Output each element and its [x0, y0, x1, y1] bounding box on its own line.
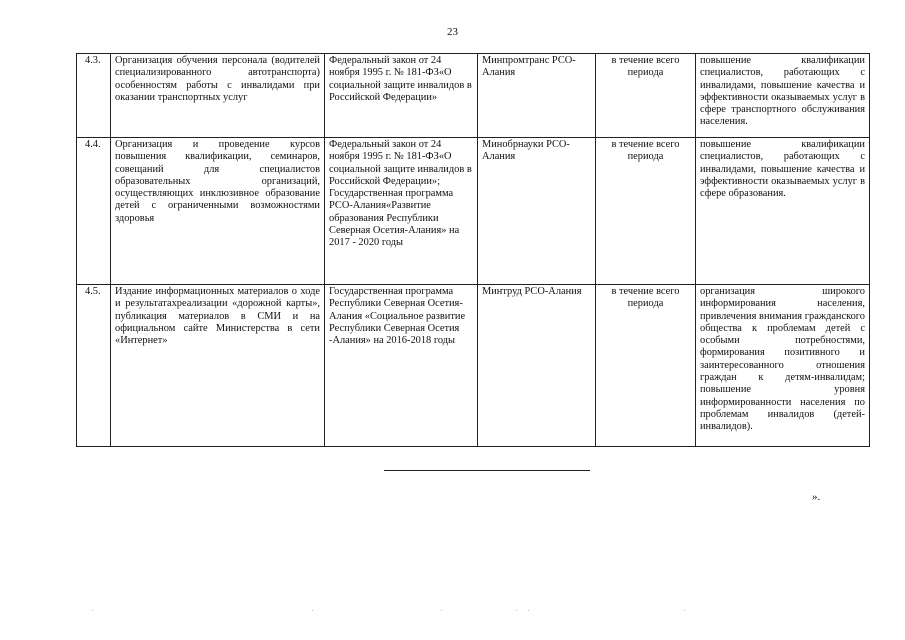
table-row	[77, 138, 870, 285]
legal-basis: Федеральный закон от 24 ноября 1995 г. № 181-ФЗ«О социальной защите инвалидов в Российской Федерации»	[325, 54, 478, 138]
term: в течение всего периода	[596, 54, 696, 138]
measures-table	[76, 53, 870, 447]
term: в течение всего периода	[596, 138, 696, 285]
responsible-ministry: Минтруд РСО-Алания	[478, 285, 596, 447]
scan-specks	[0, 610, 905, 614]
separator-line	[384, 470, 590, 471]
measure-description: Издание информационных материалов о ходе и результатахреализации «дорожной карты», публикация материалов в СМИ и на официальном сайте Министерства в сети «Интернет»	[111, 285, 325, 447]
closing-quote-mark: ».	[812, 491, 821, 503]
expected-result: организация широкого информирования населения, привлечения внимания гражданского общества к проблемам детей с особыми потребностями, формирования позитивного и заинтересованного отношения граждан к детям-инвалидам; повышение уровня информированности населения по проблемам инвалидов (детей-инвалидов).	[696, 285, 870, 447]
responsible-ministry: Минобрнауки РСО-Алания	[478, 138, 596, 285]
table-row	[77, 54, 870, 138]
responsible-ministry: Минпромтранс РСО-Алания	[478, 54, 596, 138]
page-number: 23	[447, 26, 458, 38]
expected-result: повышение квалификации специалистов, работающих с инвалидами, повышение качества и эффективности оказываемых услуг в сфере образования.	[696, 138, 870, 285]
expected-result: повышение квалификации специалистов, работающих с инвалидами, повышение качества и эффективности оказываемых услуг в сфере транспортного обслуживания населения.	[696, 54, 870, 138]
measure-description: Организация обучения персонала (водителей специализированного автотранспорта) особенностям работы с инвалидами при оказании транспортных услуг	[111, 54, 325, 138]
table-row	[77, 285, 870, 447]
row-number: 4.3.	[77, 54, 111, 138]
row-number: 4.4.	[77, 138, 111, 285]
measure-description: Организация и проведение курсов повышения квалификации, семинаров, совещаний для специалистов образовательных организаций, осуществляющих инклюзивное образование детей с ограниченными возможностями здоровья	[111, 138, 325, 285]
legal-basis: Федеральный закон от 24 ноября 1995 г. № 181-ФЗ«О социальной защите инвалидов в Российской Федерации»; Государственная программа РСО-Алания«Развитие образования Республики Северная Осетия-Алания» на 2017 - 2020 годы	[325, 138, 478, 285]
row-number: 4.5.	[77, 285, 111, 447]
term: в течение всего периода	[596, 285, 696, 447]
legal-basis: Государственная программа Республики Северная Осетия-Алания «Социальное развитие Республики Северная Осетия -Алания» на 2016-2018 годы	[325, 285, 478, 447]
